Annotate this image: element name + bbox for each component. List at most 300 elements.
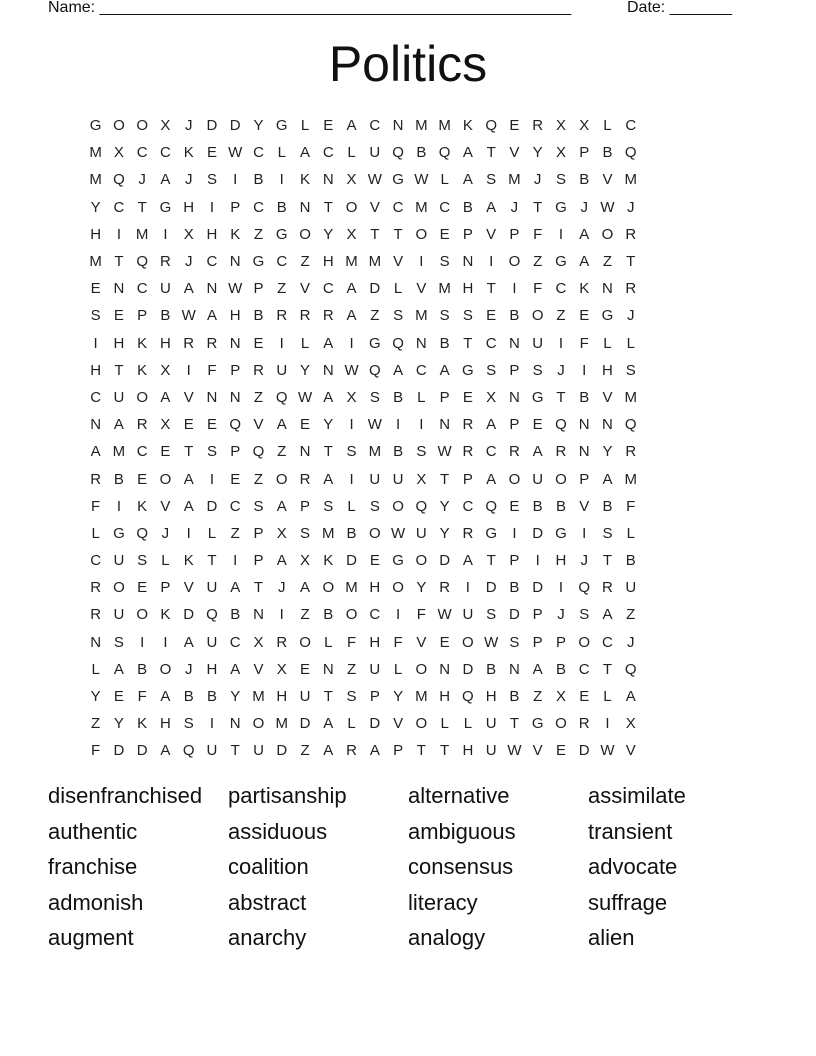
grid-letter: Z — [230, 524, 240, 542]
grid-letter: E — [253, 334, 264, 352]
grid-letter: V — [183, 388, 194, 406]
grid-letter: Q — [392, 144, 404, 162]
grid-letter: S — [90, 307, 101, 325]
grid-letter: C — [90, 388, 102, 406]
grid-letter: P — [253, 552, 264, 570]
grid-letter: U — [206, 633, 218, 651]
grid-letter: N — [578, 443, 590, 461]
grid-letter: L — [91, 524, 100, 542]
word-list-item: advocate — [588, 854, 678, 880]
grid-letter: A — [579, 253, 590, 271]
grid-letter: X — [346, 171, 357, 189]
grid-letter: E — [300, 660, 311, 678]
grid-letter: R — [346, 742, 357, 760]
grid-letter: L — [417, 388, 426, 406]
grid-letter: F — [626, 497, 636, 515]
grid-letter: S — [486, 171, 497, 189]
grid-letter: Q — [624, 416, 637, 434]
grid-letter: Q — [578, 579, 591, 597]
word-list-item: ambiguous — [408, 818, 516, 844]
grid-letter: P — [509, 361, 520, 379]
grid-letter: S — [532, 361, 543, 379]
grid-letter: F — [91, 742, 101, 760]
grid-letter: L — [440, 171, 449, 189]
grid-letter: E — [509, 497, 520, 515]
grid-letter: O — [392, 497, 404, 515]
grid-letter: F — [533, 280, 543, 298]
grid-letter: R — [183, 334, 195, 352]
grid-letter: K — [579, 280, 590, 298]
grid-letter: G — [275, 225, 288, 243]
grid-letter: V — [416, 280, 427, 298]
grid-letter: N — [90, 416, 102, 434]
grid-letter: S — [300, 524, 311, 542]
grid-letter: P — [579, 144, 590, 162]
grid-letter: P — [579, 470, 590, 488]
grid-letter: O — [136, 117, 148, 135]
grid-letter: R — [299, 307, 311, 325]
grid-letter: D — [532, 524, 544, 542]
grid-letter: U — [299, 688, 311, 706]
grid-letter: R — [299, 470, 311, 488]
grid-letter: C — [253, 144, 264, 162]
grid-letter: R — [625, 280, 637, 298]
grid-letter: B — [625, 552, 636, 570]
grid-letter: W — [484, 633, 499, 651]
grid-letter: O — [136, 606, 148, 624]
grid-letter: P — [253, 524, 264, 542]
grid-row — [84, 547, 736, 574]
grid-letter: U — [392, 470, 404, 488]
grid-letter: D — [183, 606, 195, 624]
grid-letter: Q — [113, 171, 125, 189]
grid-letter: E — [509, 117, 520, 135]
grid-row — [84, 221, 736, 248]
grid-letter: S — [253, 497, 264, 515]
grid-letter: E — [369, 552, 380, 570]
grid-letter: E — [555, 742, 566, 760]
grid-letter: B — [416, 144, 427, 162]
grid-letter: Q — [275, 388, 288, 406]
grid-letter: M — [624, 171, 637, 189]
grid-letter: U — [113, 606, 125, 624]
grid-letter: X — [555, 144, 566, 162]
grid-letter: H — [276, 688, 288, 706]
grid-letter: M — [112, 443, 126, 461]
grid-letter: Q — [368, 361, 381, 379]
grid-letter: Q — [624, 660, 637, 678]
grid-letter: O — [508, 470, 521, 488]
grid-letter: G — [392, 171, 404, 189]
grid-letter: Q — [182, 742, 195, 760]
grid-letter: Y — [439, 497, 450, 515]
grid-letter: A — [300, 144, 311, 162]
grid-letter: X — [555, 688, 566, 706]
grid-letter: I — [279, 334, 284, 352]
grid-letter: O — [345, 198, 358, 216]
grid-letter: Y — [532, 144, 543, 162]
grid-letter: R — [462, 416, 474, 434]
grid-letter: A — [323, 742, 334, 760]
grid-letter: O — [415, 552, 428, 570]
grid-letter: R — [276, 307, 288, 325]
grid-letter: M — [135, 225, 149, 243]
grid-letter: U — [369, 144, 381, 162]
grid-letter: U — [532, 470, 544, 488]
grid-letter: X — [160, 361, 171, 379]
grid-letter: M — [415, 117, 428, 135]
word-list-item: assiduous — [228, 818, 328, 844]
word-list-item: partisanship — [228, 783, 347, 808]
grid-letter: Z — [602, 253, 613, 271]
grid-letter: T — [602, 552, 613, 570]
grid-letter: T — [137, 198, 147, 216]
grid-letter: K — [137, 334, 148, 352]
grid-letter: V — [160, 497, 171, 515]
grid-letter: C — [392, 198, 404, 216]
grid-row — [84, 683, 736, 710]
grid-letter: D — [439, 552, 451, 570]
grid-letter: D — [229, 117, 241, 135]
grid-letter: O — [555, 470, 567, 488]
grid-letter: A — [602, 470, 613, 488]
grid-letter: A — [113, 660, 124, 678]
grid-letter: I — [558, 225, 564, 243]
grid-row — [84, 411, 736, 438]
grid-letter: A — [462, 552, 473, 570]
grid-letter: E — [113, 307, 124, 325]
grid-letter: Y — [230, 688, 241, 706]
grid-letter: C — [322, 280, 334, 298]
grid-row — [84, 248, 736, 275]
grid-letter: L — [440, 715, 449, 733]
grid-letter: J — [580, 198, 588, 216]
grid-letter: R — [462, 443, 474, 461]
grid-letter: B — [346, 524, 357, 542]
grid-letter: A — [486, 416, 497, 434]
grid-letter: U — [253, 742, 264, 760]
grid-letter: D — [508, 606, 520, 624]
grid-row — [84, 520, 736, 547]
grid-letter: O — [345, 606, 358, 624]
grid-letter: Y — [393, 688, 404, 706]
grid-letter: W — [437, 443, 452, 461]
grid-letter: N — [508, 334, 520, 352]
grid-letter: B — [462, 198, 473, 216]
grid-letter: G — [89, 117, 102, 135]
grid-letter: N — [113, 280, 125, 298]
grid-letter: L — [603, 117, 612, 135]
grid-letter: L — [324, 633, 333, 651]
grid-letter: O — [299, 225, 311, 243]
grid-letter: V — [532, 742, 543, 760]
grid-letter: B — [555, 497, 566, 515]
grid-letter: M — [438, 117, 451, 135]
grid-letter: M — [415, 198, 428, 216]
grid-letter: Z — [277, 280, 287, 298]
grid-letter: X — [486, 388, 497, 406]
grid-letter: S — [393, 307, 404, 325]
grid-letter: L — [347, 144, 356, 162]
word-list-item: augment — [48, 925, 134, 951]
word-list-item: coalition — [228, 854, 309, 880]
grid-letter: N — [322, 171, 334, 189]
grid-letter: Z — [626, 606, 636, 624]
grid-letter: H — [183, 198, 195, 216]
grid-letter: V — [416, 633, 427, 651]
word-list-item: suffrage — [588, 889, 668, 915]
grid-letter: Q — [438, 144, 451, 162]
grid-letter: Q — [392, 334, 404, 352]
grid-letter: C — [439, 198, 451, 216]
grid-letter: I — [512, 524, 517, 542]
grid-letter: W — [600, 198, 615, 216]
word-list-item: franchise — [48, 854, 138, 880]
grid-letter: N — [229, 334, 241, 352]
grid-letter: C — [90, 552, 102, 570]
grid-letter: T — [626, 253, 636, 271]
grid-letter: S — [509, 633, 520, 651]
grid-letter: C — [578, 660, 590, 678]
grid-letter: A — [113, 416, 124, 434]
grid-letter: T — [323, 688, 333, 706]
grid-letter: A — [160, 742, 171, 760]
grid-letter: Z — [300, 742, 310, 760]
word-list-item: assimilate — [588, 783, 686, 808]
grid-letter: C — [625, 117, 637, 135]
grid-row — [84, 710, 736, 737]
grid-letter: R — [532, 117, 544, 135]
grid-letter: L — [300, 117, 310, 135]
grid-letter: J — [184, 660, 193, 678]
grid-letter: E — [137, 470, 148, 488]
grid-letter: W — [437, 606, 452, 624]
grid-letter: I — [512, 280, 517, 298]
grid-letter: Z — [346, 660, 357, 678]
date-line: Date: _______ — [627, 0, 732, 16]
word-list-item: alternative — [408, 783, 510, 808]
grid-letter: Z — [370, 307, 380, 325]
grid-letter: Z — [253, 470, 264, 488]
grid-letter: D — [136, 742, 148, 760]
grid-letter: Y — [113, 715, 124, 733]
grid-letter: G — [462, 361, 474, 379]
grid-letter: N — [90, 633, 102, 651]
grid-letter: A — [532, 443, 543, 461]
grid-letter: C — [136, 280, 148, 298]
grid-letter: A — [90, 443, 101, 461]
grid-row — [84, 112, 736, 139]
grid-letter: R — [253, 361, 264, 379]
grid-letter: K — [300, 171, 311, 189]
grid-letter: F — [346, 633, 357, 651]
grid-letter: S — [602, 524, 613, 542]
grid-letter: A — [323, 715, 334, 733]
grid-letter: X — [183, 225, 194, 243]
grid-letter: S — [439, 253, 450, 271]
grid-letter: S — [206, 171, 217, 189]
grid-letter: I — [163, 633, 168, 651]
grid-letter: A — [300, 579, 311, 597]
grid-letter: O — [601, 225, 614, 243]
grid-letter: N — [392, 117, 404, 135]
grid-letter: L — [300, 334, 310, 352]
grid-letter: U — [532, 334, 544, 352]
grid-letter: G — [392, 552, 404, 570]
grid-letter: Q — [252, 443, 265, 461]
grid-letter: C — [555, 280, 567, 298]
grid-letter: M — [415, 688, 428, 706]
grid-letter: M — [624, 470, 637, 488]
grid-row — [84, 737, 736, 764]
grid-letter: U — [485, 715, 497, 733]
grid-letter: I — [489, 253, 494, 271]
grid-letter: O — [415, 225, 428, 243]
grid-letter: K — [160, 606, 171, 624]
grid-letter: E — [206, 144, 217, 162]
grid-letter: Q — [485, 497, 497, 515]
grid-letter: D — [113, 742, 125, 760]
grid-letter: G — [555, 198, 567, 216]
grid-letter: V — [393, 253, 404, 271]
grid-letter: U — [113, 552, 125, 570]
grid-letter: E — [486, 307, 497, 325]
grid-letter: N — [439, 416, 451, 434]
grid-letter: X — [276, 524, 287, 542]
grid-letter: U — [276, 361, 288, 379]
grid-letter: N — [299, 198, 311, 216]
grid-letter: C — [602, 633, 613, 651]
grid-letter: B — [113, 470, 124, 488]
grid-letter: M — [89, 144, 102, 162]
grid-letter: R — [90, 579, 102, 597]
grid-letter: E — [300, 416, 311, 434]
grid-letter: C — [160, 144, 171, 162]
grid-letter: G — [531, 715, 544, 733]
grid-letter: N — [229, 715, 241, 733]
word-list-item: abstract — [228, 889, 307, 915]
grid-letter: V — [579, 497, 590, 515]
grid-letter: N — [508, 660, 520, 678]
grid-letter: N — [462, 253, 474, 271]
grid-letter: C — [485, 443, 497, 461]
grid-letter: E — [206, 416, 217, 434]
grid-letter: A — [160, 388, 171, 406]
grid-letter: A — [602, 606, 613, 624]
grid-row — [84, 465, 736, 492]
grid-letter: A — [439, 361, 450, 379]
grid-letter: R — [439, 579, 451, 597]
grid-letter: B — [393, 388, 404, 406]
grid-letter: G — [275, 117, 288, 135]
grid-letter: O — [578, 633, 591, 651]
grid-letter: E — [579, 688, 590, 706]
grid-letter: C — [206, 253, 218, 271]
grid-letter: R — [578, 715, 590, 733]
grid-letter: I — [582, 524, 587, 542]
grid-letter: S — [369, 497, 380, 515]
grid-letter: I — [279, 606, 284, 624]
grid-letter: M — [368, 443, 382, 461]
grid-letter: V — [253, 416, 264, 434]
grid-letter: H — [602, 361, 613, 379]
grid-letter: W — [367, 171, 382, 189]
grid-letter: J — [184, 117, 193, 135]
grid-letter: E — [90, 280, 101, 298]
grid-letter: B — [509, 307, 520, 325]
grid-letter: I — [209, 470, 215, 488]
grid-letter: X — [346, 225, 357, 243]
grid-letter: G — [113, 524, 125, 542]
grid-letter: C — [113, 198, 125, 216]
grid-row — [84, 601, 736, 628]
grid-letter: O — [392, 579, 404, 597]
grid-letter: L — [463, 715, 473, 733]
grid-letter: E — [137, 579, 148, 597]
grid-letter: B — [555, 660, 566, 678]
grid-letter: T — [207, 552, 217, 570]
grid-letter: A — [462, 144, 473, 162]
word-list-item: authentic — [48, 818, 138, 844]
grid-letter: W — [414, 171, 429, 189]
grid-letter: A — [462, 171, 473, 189]
grid-letter: C — [462, 497, 474, 515]
grid-letter: G — [368, 334, 381, 352]
grid-letter: D — [276, 742, 288, 760]
grid-letter: R — [90, 470, 102, 488]
grid-letter: K — [137, 497, 148, 515]
word-list-item: literacy — [408, 889, 478, 915]
grid-letter: L — [603, 688, 612, 706]
grid-row — [84, 656, 736, 683]
grid-letter: H — [322, 253, 334, 271]
grid-letter: D — [462, 660, 474, 678]
grid-letter: H — [90, 361, 102, 379]
grid-letter: O — [322, 579, 335, 597]
grid-letter: W — [297, 388, 313, 406]
grid-letter: H — [229, 307, 241, 325]
grid-letter: J — [184, 171, 193, 189]
grid-letter: O — [299, 633, 311, 651]
grid-letter: A — [346, 117, 357, 135]
grid-row — [84, 574, 736, 601]
grid-letter: T — [416, 742, 426, 760]
grid-letter: W — [600, 742, 615, 760]
grid-letter: C — [229, 633, 241, 651]
grid-letter: N — [415, 334, 427, 352]
grid-letter: Z — [91, 715, 101, 733]
grid-letter: R — [555, 443, 567, 461]
grid-letter: I — [233, 552, 238, 570]
grid-letter: A — [323, 388, 334, 406]
grid-letter: J — [580, 552, 588, 570]
grid-letter: Y — [253, 117, 264, 135]
grid-letter: S — [625, 361, 636, 379]
grid-letter: P — [532, 633, 543, 651]
grid-letter: A — [323, 334, 334, 352]
grid-letter: P — [230, 443, 241, 461]
grid-letter: T — [184, 443, 194, 461]
grid-letter: H — [369, 579, 381, 597]
grid-letter: X — [300, 552, 311, 570]
grid-letter: I — [558, 579, 564, 597]
grid-letter: X — [416, 470, 427, 488]
page-title: Politics — [328, 36, 488, 92]
grid-letter: Y — [90, 198, 101, 216]
grid-letter: Y — [416, 579, 427, 597]
grid-row — [84, 438, 736, 465]
grid-letter: B — [253, 307, 264, 325]
